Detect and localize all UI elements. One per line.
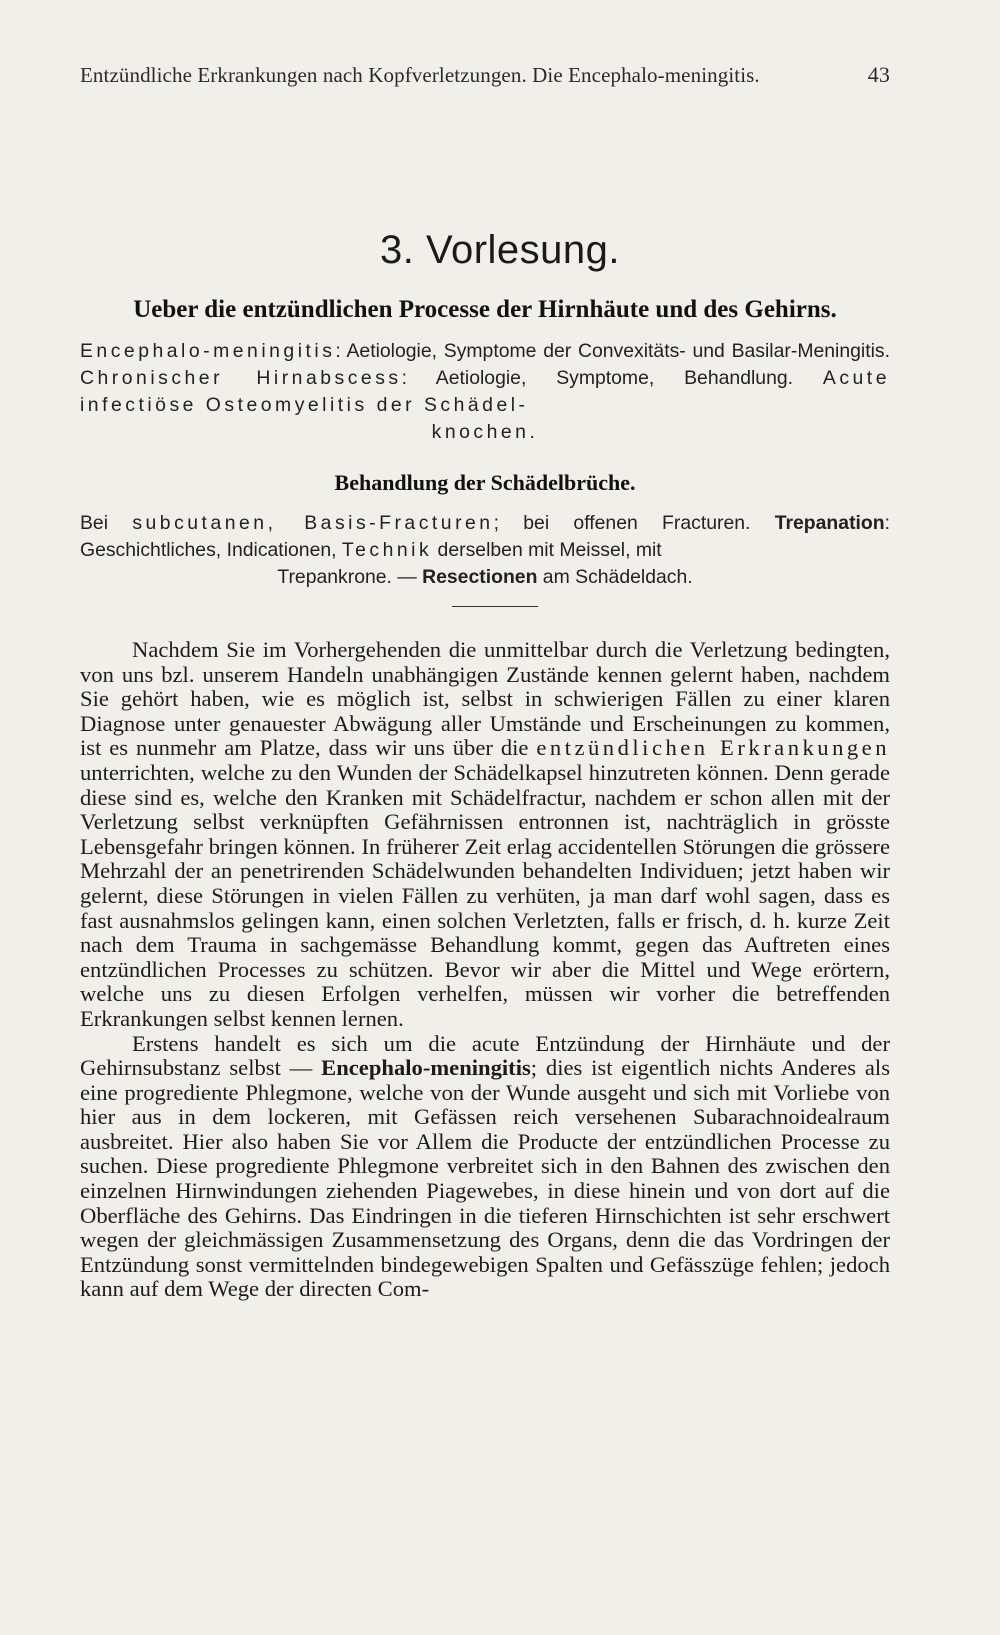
summary-term-osteomyelitis: Acute infectiöse Osteomyelitis der Schädel-	[80, 367, 890, 416]
paragraph-1: Nachdem Sie im Vorhergehenden die unmittelbar durch die Verletzung bedingten, von uns bzl. unserem Handeln unabhängigen Zustände kennen gelernt haben, nachdem Sie gehört haben, wie es möglich ist, selbst in schwierigen Fällen zu einer klaren Diagnose unter genauester Abwägung aller Umstände und Erscheinungen zu kommen, ist es nunmehr am Platze, dass wir uns über die entzündlichen Erkrankungen unterrichten, welche zu den Wunden der Schädelkapsel hinzutreten können. Denn gerade diese sind es, welche den Kranken mit Schädelfractur, nachdem er schon allen mit der Verletzung selbst verknüpften Gefährnissen entronnen ist, nachträglich in grösste Lebensgefahr bringen können. In früherer Zeit erlag accidentellen Störungen die grössere Mehrzahl der an penetrirenden Schädelwunden behandelten Individuen; jetzt haben wir gelernt, diese Störungen in vielen Fällen zu verhüten, ja man darf wohl sagen, dass es fast ausnahmslos gelingen kann, einen solchen Verletzten, falls er frisch, d. h. kurze Zeit nach dem Trauma in sachgemässe Behandlung kommt, gegen das Auftreten eines entzündlichen Processes zu schützen. Bevor wir aber die Mittel und Wege erörtern, welche uns zu diesen Erfolgen verhelfen, müssen wir vorher die betreffenden Erkrankungen selbst kennen lernen.	[80, 637, 891, 1031]
lecture-title: 3. Vorlesung.	[380, 228, 620, 272]
bold-term-encephalo-meningitis: Encephalo-meningitis	[321, 1055, 531, 1081]
summary-term-encephalo: Encephalo-meningitis	[80, 340, 336, 362]
section-divider	[452, 606, 538, 607]
summary-last-line	[80, 564, 890, 591]
section-summary	[80, 510, 890, 591]
summary-text: Bei	[80, 512, 133, 534]
summary-text: Trepankrone. —	[277, 566, 423, 588]
chapter-summary	[80, 338, 890, 446]
chapter-title: Ueber die entzündlichen Processe der Hirnhäute und des Gehirns.	[133, 296, 837, 323]
summary-text: derselben mit Meissel, mit	[432, 539, 662, 561]
summary-text: : Geschichtliches, Indicationen,	[80, 512, 890, 561]
running-title: Entzündliche Erkrankungen nach Kopfverletzungen. Die Encephalo-meningitis.	[80, 63, 760, 87]
page-number: 43	[867, 62, 890, 87]
summary-text: am Schädeldach.	[537, 566, 693, 588]
running-header	[80, 62, 890, 88]
spaced-emphasis: entzündlichen Erkrankungen	[536, 735, 891, 761]
summary-term-resectionen: Resectionen	[422, 566, 538, 588]
summary-term-osteomyelitis-end: knochen.	[431, 421, 539, 443]
summary-term-subcutan: subcutanen, Basis-Fracturen	[132, 512, 494, 534]
summary-text: ; bei offenen Fracturen.	[493, 512, 775, 534]
summary-term-abscess: Chronischer Hirnabscess	[80, 367, 402, 389]
summary-text: : Aetiologie, Symptome, Behandlung.	[401, 367, 823, 389]
summary-term-technik: Technik	[341, 539, 433, 561]
summary-term-trepanation: Trepanation	[774, 512, 885, 534]
paragraph-2: Erstens handelt es sich um die acute Entzündung der Hirnhäute und der Gehirnsubstanz selbst — Encephalo-meningitis; dies ist eigentlich nichts Anderes als eine progrediente Phlegmone, welche von der Wunde ausgeht und sich mit Vorliebe von hier aus in dem lockeren, mit Gefässen reich versehenen Subarachnoidealraum ausbreitet. Hier also haben Sie vor Allem die Producte der entzündlichen Processe zu suchen. Diese progrediente Phlegmone verbreitet sich in den Bahnen des zwischen den einzelnen Hirnwindungen ziehenden Piagewebes, in diese hinein und von dort auf die Oberfläche des Gehirns. Das Eindringen in die tieferen Hirnschichten ist sehr erschwert wegen der gleichmässigen Zusammensetzung des Organs, denn die das Vordringen der Entzündung sonst vermittelnden bindegewebigen Spalten und Gefässzüge fehlen; jedoch kann auf dem Wege der directen Com-	[80, 1030, 890, 1302]
summary-text: : Aetiologie, Symptome der Convexitäts- und Basilar-Meningitis.	[335, 340, 890, 362]
section-heading: Behandlung der Schädelbrüche.	[334, 470, 636, 495]
body-text	[80, 638, 890, 1302]
